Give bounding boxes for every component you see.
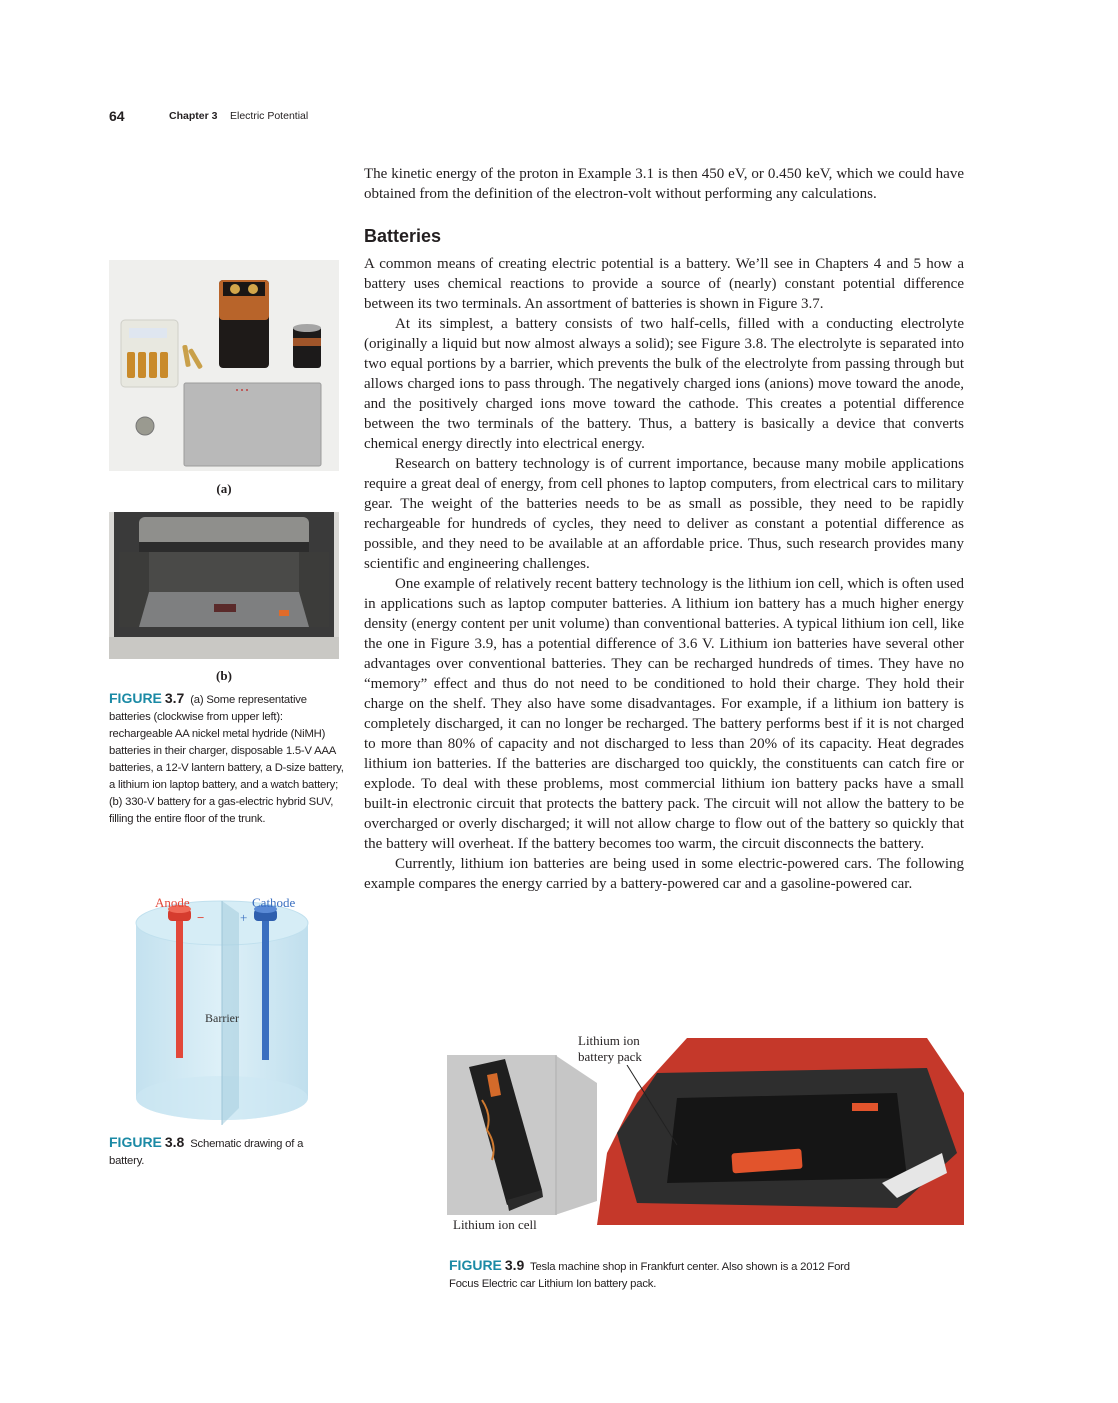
paragraph: One example of relatively recent battery technology is the lithium ion cell, which is often used in applications such as laptop computer batteries. A lithium ion battery has a much higher energy density (energy content per unit volume) than conventional batteries. A typical lithium ion cell, like the one in Figure 3.9, has a potential difference of 3.6 V. Lithium ion batteries have several other advantages over conventional batteries. They can be recharged hundreds of times. They have no “memory” effect and thus do not need to be conditioned to hold their charge. They hold their charge on the shelf. They also have some disadvantages. For example, if a lithium ion battery is completely discharged, it can no longer be recharged. The battery performs best if it is not charged to more than 80% of capacity and not discharged to less than 20% of its capacity. Heat degrades lithium ion batteries. If the batteries are discharged too quickly, the constituents can catch fire or explode. To deal with these problems, most commercial lithium ion battery packs have a small built-in electronic circuit that protects the battery pack. The circuit will not allow the battery to be overcharged or overly discharged; it will not allow charge to flow out of the battery so quickly that the battery will overheat. If the battery becomes too warm, the circuit disconnects the battery. [364, 576, 964, 852]
figure-3-7a-label: (a) [216, 481, 232, 496]
anode-label: Anode [155, 895, 190, 910]
caption-text: Tesla machine shop in Frankfurt center. Also shown is a 2012 Ford Focus Electric car Lithium Ion battery pack. [449, 1261, 850, 1290]
figure-number: 3.8 [164, 1134, 185, 1150]
cathode-label: Cathode [252, 895, 296, 910]
figure-tag: FIGURE [109, 1134, 162, 1150]
battery-pack-label-line2: battery pack [578, 1049, 642, 1064]
lithium-ion-cell-icon [447, 1055, 557, 1215]
barrier-label: Barrier [205, 1011, 239, 1025]
paragraph: A common means of creating electric potential is a battery. We’ll see in Chapters 4 and 5 how a battery uses chemical reactions to provide a source of (nearly) constant potential difference between its two terminals. An assortment of batteries is shown in Figure 3.7. [364, 256, 964, 312]
caption-text: Schematic drawing of a battery. [109, 1138, 304, 1167]
paragraph: At its simplest, a battery consists of two half-cells, filled with a conducting electrolyte (originally a liquid but now almost always a solid); see Figure 3.8. The electrolyte is separated into two equal portions by a barrier, which prevents the bulk of the electrolyte from passing through but allows charged ions to pass through. The negatively charged ions (anions) move toward the anode, and the positively charged ions move toward the cathode. This creates a potential difference between the two terminals of the battery. Thus, a battery is basically a device that converts chemical energy directly into electrical energy. [364, 316, 964, 452]
lithium-ion-cell-photo [447, 1055, 557, 1215]
figure-3-7-caption [109, 690, 344, 828]
figure-3-8-caption [109, 1134, 329, 1170]
figure-number: 3.7 [164, 690, 185, 706]
battery-assortment-icon [109, 260, 339, 471]
figure-3-9-caption [449, 1257, 869, 1293]
intro-text [364, 164, 964, 204]
paragraph: Research on battery technology is of current importance, because many mobile applications require a great deal of energy, from cell phones to laptop computers, from electrical cars to military gear. The weight of the batteries needs to be as small as possible, they need to be rapidly rechargeable for hundreds of cycles, they need to deliver as constant a potential difference as possible, and they need to be available at an affordable price. Thus, such research provides many scientific and engineering challenges. [364, 456, 964, 572]
chapter-label: Chapter 3 [169, 110, 218, 122]
chapter-title: Electric Potential [230, 110, 309, 122]
leader-line [597, 1060, 687, 1150]
figure-3-7b-label: (b) [216, 668, 232, 683]
section-heading: Batteries [364, 226, 442, 246]
section-body [364, 254, 964, 894]
paragraph: Currently, lithium ion batteries are being used in some electric-powered cars. The following example compares the energy carried by a battery-powered car and a gasoline-powered car. [364, 856, 964, 892]
battery-pack-label-line1: Lithium ion [578, 1033, 640, 1048]
page-number: 64 [109, 108, 125, 124]
caption-text: (a) Some representative batteries (clockwise from upper left): rechargeable AA nickel metal hydride (NiMH) batteries in their charger, disposable 1.5-V AAA batteries, a 12-V lantern battery, a D-size battery, a lithium ion laptop battery, and a watch battery; (b) 330-V battery for a gas-electric hybrid SUV, filling the entire floor of the trunk. [109, 694, 344, 825]
figure-tag: FIGURE [449, 1257, 502, 1273]
suv-trunk-battery-photo [109, 512, 339, 659]
minus-sign: − [197, 910, 205, 925]
lithium-ion-cell-label: Lithium ion cell [453, 1217, 537, 1232]
battery-assortment-photo [109, 260, 339, 471]
suv-trunk-icon [109, 512, 339, 659]
plus-sign: + [240, 910, 248, 925]
figure-number: 3.9 [504, 1257, 525, 1273]
intro-paragraph: The kinetic energy of the proton in Example 3.1 is then 450 eV, or 0.450 keV, which we could have obtained from the definition of the electron-volt without performing any calculations. [364, 166, 964, 202]
battery-pack-label [576, 1033, 644, 1065]
figure-tag: FIGURE [109, 690, 162, 706]
